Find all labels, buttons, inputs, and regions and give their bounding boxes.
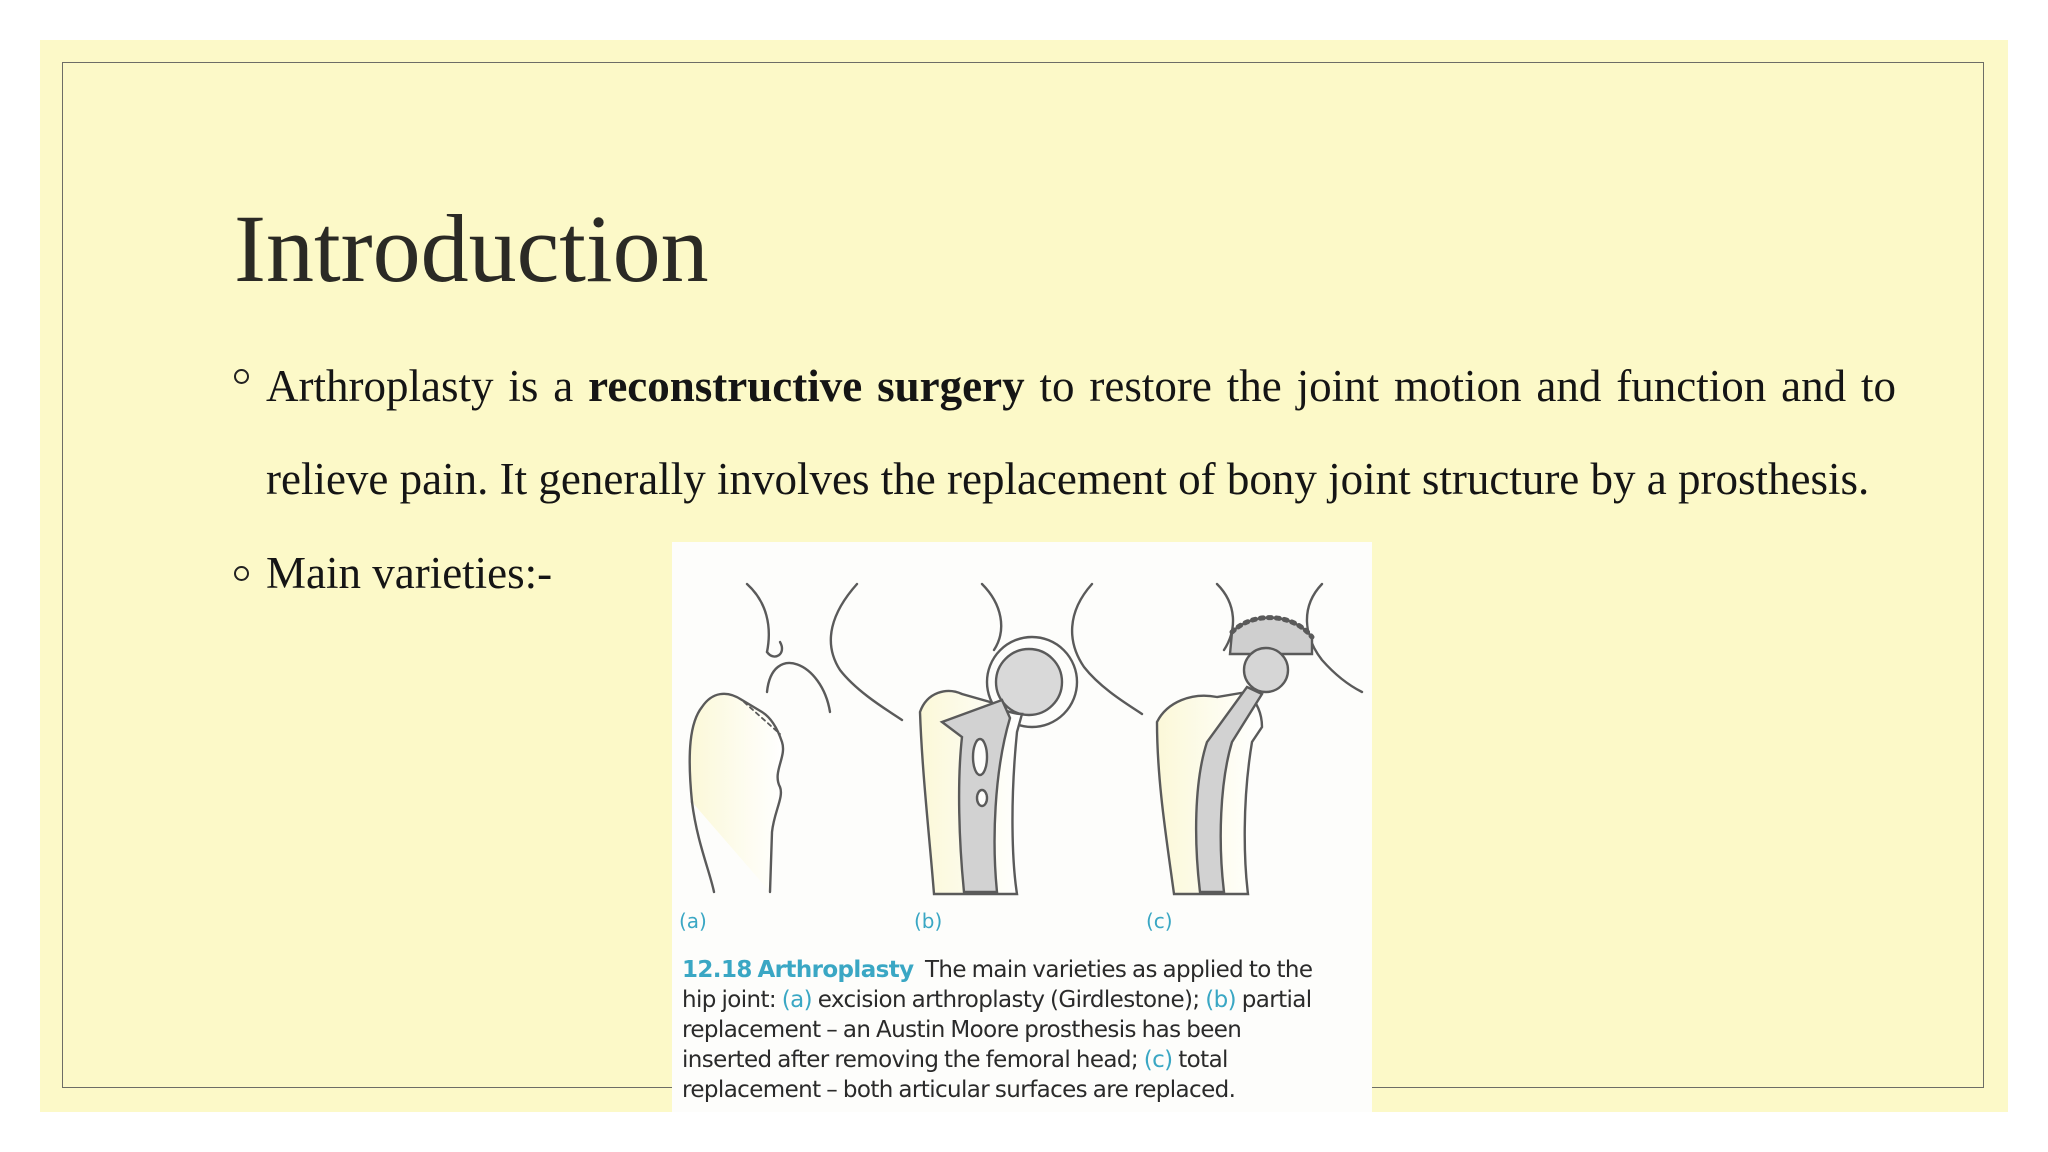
caption-line-4 xyxy=(682,1045,1372,1075)
caption-line-1 xyxy=(682,955,1372,985)
caption-ref-a: (a) xyxy=(781,987,813,1013)
caption-text: total xyxy=(1172,1047,1228,1073)
bullet-circle-icon xyxy=(234,369,249,384)
figure-caption xyxy=(682,955,1372,1105)
panel-label-b: (b) xyxy=(914,909,943,933)
bullet-circle-icon xyxy=(234,566,249,581)
panel-label-c: (c) xyxy=(1146,909,1173,933)
slide-title: Introduction xyxy=(234,195,709,302)
panel-label-a: (a) xyxy=(679,909,707,933)
caption-line-2 xyxy=(682,985,1372,1015)
arthroplasty-figure xyxy=(672,542,1372,1112)
panel-a-excision-drawing xyxy=(690,584,902,892)
bullet-text-start: Arthroplasty is a xyxy=(266,361,589,411)
caption-text: hip joint: xyxy=(682,987,782,1013)
bullet-text: Main varieties:- xyxy=(266,548,553,598)
caption-ref-c: (c) xyxy=(1143,1047,1173,1073)
slide xyxy=(40,40,2008,1112)
bullet-text-end: to restore the joint motion and function and to relieve pain. It generally involves the replacement of bony joint structure by a prosthesis. xyxy=(266,361,1896,504)
caption-line-5: replacement – both articular surfaces are replaced. xyxy=(682,1077,1236,1103)
caption-text: The main varieties as applied to the xyxy=(924,957,1313,983)
bullet-text-bold: reconstructive surgery xyxy=(588,361,1025,411)
bullet-item-definition xyxy=(234,340,1896,526)
caption-text: inserted after removing the femoral head; xyxy=(682,1047,1144,1073)
caption-text: excision arthroplasty (Girdlestone); xyxy=(812,987,1206,1013)
hip-arthroplasty-illustration xyxy=(672,542,1372,902)
caption-ref-b: (b) xyxy=(1205,987,1237,1013)
caption-figure-number: 12.18 xyxy=(682,957,752,983)
panel-c-total-replacement-drawing xyxy=(1157,584,1362,894)
caption-line-3: replacement – an Austin Moore prosthesis has been xyxy=(682,1017,1242,1043)
panel-b-partial-replacement-drawing xyxy=(920,584,1142,894)
caption-text: partial xyxy=(1236,987,1312,1013)
caption-heading: Arthroplasty xyxy=(757,957,914,983)
